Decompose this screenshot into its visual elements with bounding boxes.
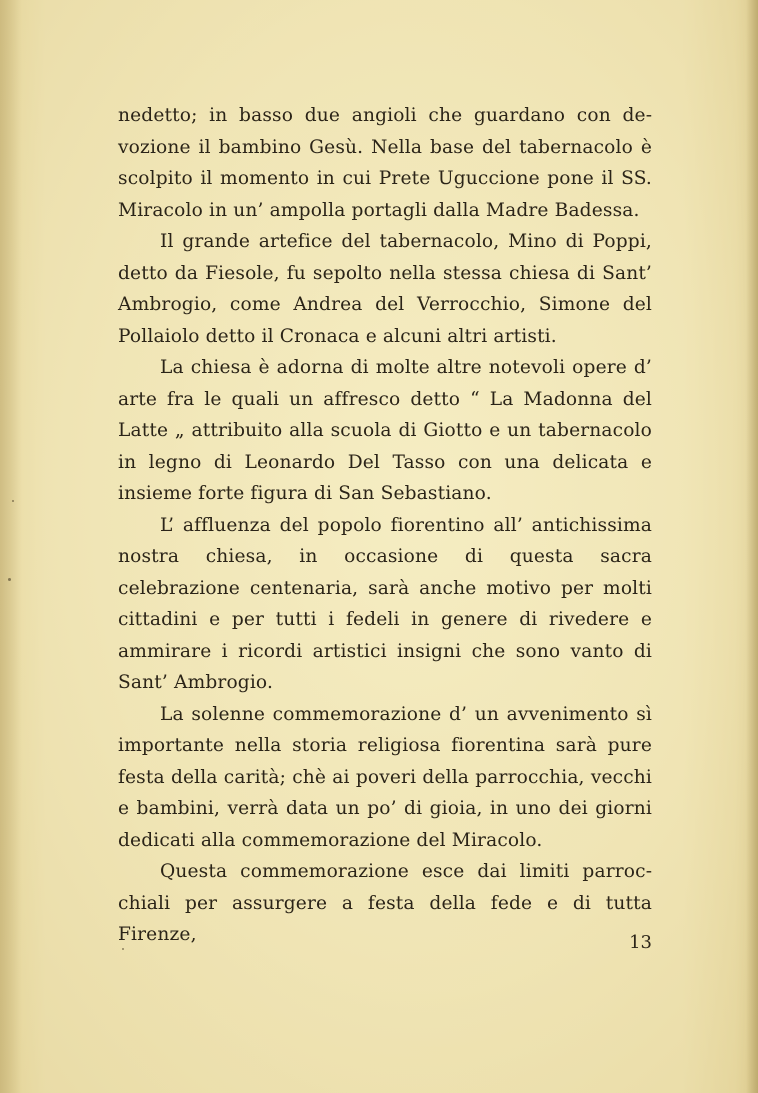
paragraph-2: Il grande artefice del tabernacolo, Mino di Poppi, detto da Fiesole, fu sepolto nella stessa chiesa di Sant’ Ambrogio, come Andrea del Verrocchio, Simone del Pollaiolo detto il Cronaca e alcuni altri artisti. [118, 231, 652, 347]
page-edge-right [746, 0, 758, 1093]
paragraph-6: Questa commemorazione esce dai limiti parrocchiali per assurgere a festa della fede e di tutta Firenze, [118, 861, 652, 945]
paragraph-5: La solenne commemorazione d’ un avvenimento sì importante nella storia religiosa fiorentina sarà pure festa della carità; chè ai poveri della parrocchia, vecchi e bambini, verrà data un po’ di gioia, in uno dei giorni dedicati alla commemorazione del Miracolo. [118, 703, 652, 851]
body-text [118, 100, 652, 951]
paragraph-1: nedetto; in basso due angioli che guardano con devozione il bambino Gesù. Nella base del tabernacolo è scolpito il momento in cui Prete Uguccione pone il SS. Miracolo in un’ ampolla portagli dalla Madre Badessa. [118, 105, 652, 221]
paper-speck [12, 500, 14, 502]
paragraph-4: L’ affluenza del popolo fiorentino all’ antichissima nostra chiesa, in occasione di questa sacra celebrazione centenaria, sarà anche motivo per molti cittadini e per tutti i fedeli in genere di rivedere e ammirare i ricordi artistici insigni che sono vanto di Sant’ Ambrogio. [118, 514, 652, 693]
page-number: 13 [629, 932, 652, 953]
paper-speck [8, 578, 11, 581]
paragraph-3: La chiesa è adorna di molte altre notevoli opere d’ arte fra le quali un affresco detto “ La Madonna del Latte „ attribuito alla scuola di Giotto e un tabernacolo in legno di Leonardo Del Tasso con una delicata e insieme forte figura di San Sebastiano. [118, 357, 652, 504]
page-edge-left [0, 0, 22, 1093]
